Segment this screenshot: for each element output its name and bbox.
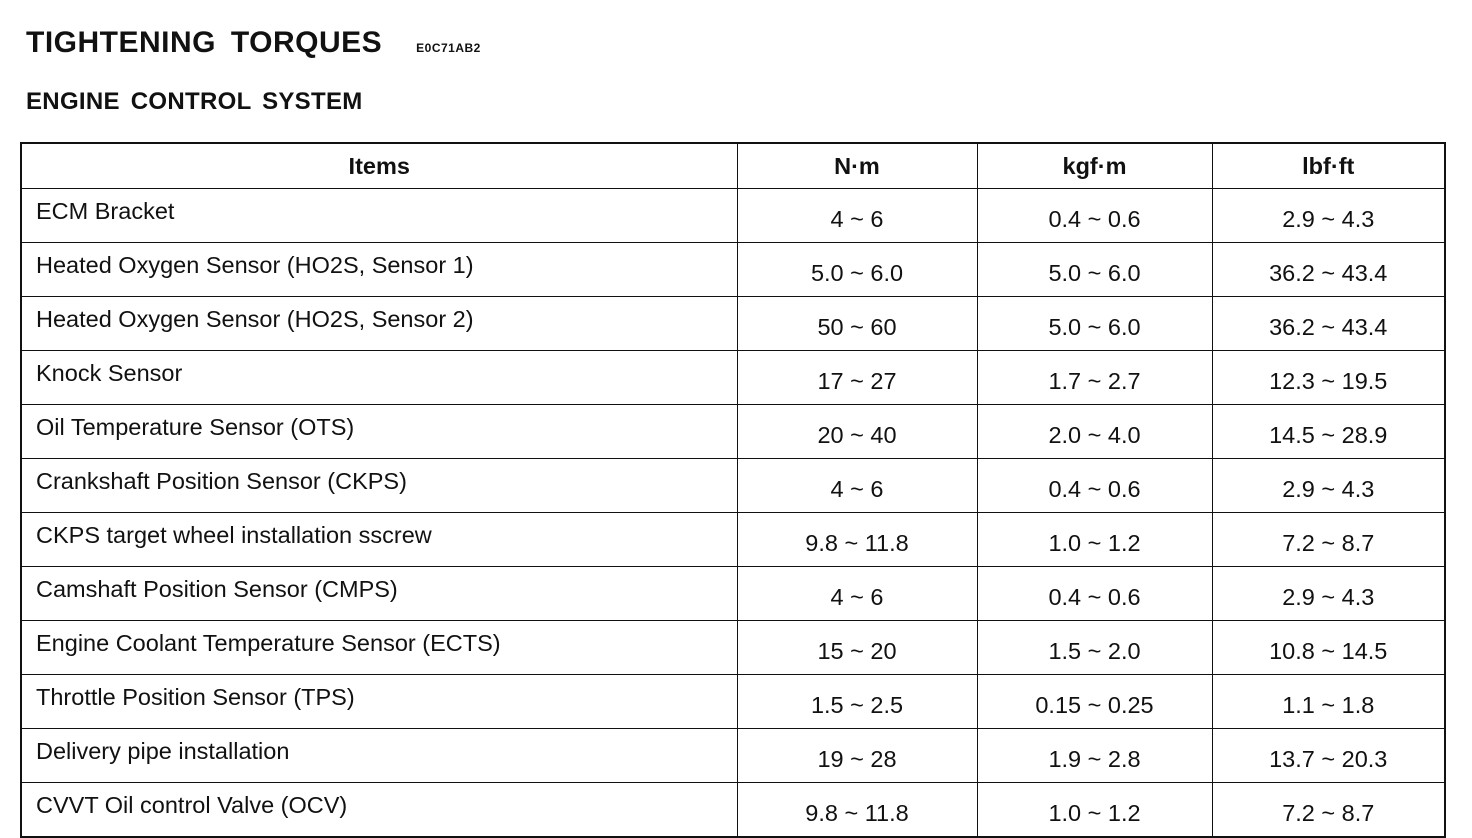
lbfft-cell: 2.9 ~ 4.3	[1212, 567, 1445, 621]
lbfft-cell: 2.9 ~ 4.3	[1212, 189, 1445, 243]
table-row	[21, 729, 1445, 783]
column-header-nm: N·m	[737, 143, 977, 189]
item-cell: Camshaft Position Sensor (CMPS)	[21, 567, 737, 621]
lbfft-cell: 12.3 ~ 19.5	[1212, 351, 1445, 405]
kgfm-cell: 1.0 ~ 1.2	[977, 513, 1212, 567]
nm-cell: 4 ~ 6	[737, 459, 977, 513]
nm-cell: 15 ~ 20	[737, 621, 977, 675]
item-cell: Engine Coolant Temperature Sensor (ECTS)	[21, 621, 737, 675]
table-row	[21, 675, 1445, 729]
lbfft-cell: 2.9 ~ 4.3	[1212, 459, 1445, 513]
kgfm-cell: 0.4 ~ 0.6	[977, 567, 1212, 621]
kgfm-cell: 5.0 ~ 6.0	[977, 243, 1212, 297]
table-row	[21, 567, 1445, 621]
column-header-kgfm: kgf·m	[977, 143, 1212, 189]
nm-cell: 20 ~ 40	[737, 405, 977, 459]
lbfft-cell: 7.2 ~ 8.7	[1212, 783, 1445, 838]
table-row	[21, 189, 1445, 243]
item-cell: Heated Oxygen Sensor (HO2S, Sensor 1)	[21, 243, 737, 297]
kgfm-cell: 0.15 ~ 0.25	[977, 675, 1212, 729]
lbfft-cell: 36.2 ~ 43.4	[1212, 243, 1445, 297]
column-header-items: Items	[21, 143, 737, 189]
kgfm-cell: 2.0 ~ 4.0	[977, 405, 1212, 459]
column-header-lbfft: lbf·ft	[1212, 143, 1445, 189]
kgfm-cell: 5.0 ~ 6.0	[977, 297, 1212, 351]
lbfft-cell: 14.5 ~ 28.9	[1212, 405, 1445, 459]
item-cell: Delivery pipe installation	[21, 729, 737, 783]
kgfm-cell: 1.0 ~ 1.2	[977, 783, 1212, 838]
table-header-row	[21, 143, 1445, 189]
page-header	[26, 26, 481, 60]
nm-cell: 1.5 ~ 2.5	[737, 675, 977, 729]
torque-table	[20, 142, 1446, 838]
nm-cell: 50 ~ 60	[737, 297, 977, 351]
kgfm-cell: 0.4 ~ 0.6	[977, 459, 1212, 513]
item-cell: Oil Temperature Sensor (OTS)	[21, 405, 737, 459]
item-cell: ECM Bracket	[21, 189, 737, 243]
item-cell: Knock Sensor	[21, 351, 737, 405]
lbfft-cell: 1.1 ~ 1.8	[1212, 675, 1445, 729]
item-cell: CKPS target wheel installation sscrew	[21, 513, 737, 567]
kgfm-cell: 0.4 ~ 0.6	[977, 189, 1212, 243]
table-row	[21, 243, 1445, 297]
table-row	[21, 783, 1445, 838]
nm-cell: 9.8 ~ 11.8	[737, 783, 977, 838]
item-cell: Crankshaft Position Sensor (CKPS)	[21, 459, 737, 513]
nm-cell: 19 ~ 28	[737, 729, 977, 783]
document-code: E0C71AB2	[416, 41, 481, 55]
item-cell: Throttle Position Sensor (TPS)	[21, 675, 737, 729]
nm-cell: 17 ~ 27	[737, 351, 977, 405]
item-cell: CVVT Oil control Valve (OCV)	[21, 783, 737, 838]
kgfm-cell: 1.7 ~ 2.7	[977, 351, 1212, 405]
table-row	[21, 513, 1445, 567]
table-row	[21, 351, 1445, 405]
kgfm-cell: 1.5 ~ 2.0	[977, 621, 1212, 675]
nm-cell: 5.0 ~ 6.0	[737, 243, 977, 297]
lbfft-cell: 7.2 ~ 8.7	[1212, 513, 1445, 567]
table-row	[21, 621, 1445, 675]
table-row	[21, 459, 1445, 513]
page-title: TIGHTENING TORQUES	[26, 26, 383, 59]
nm-cell: 4 ~ 6	[737, 567, 977, 621]
lbfft-cell: 10.8 ~ 14.5	[1212, 621, 1445, 675]
table-row	[21, 297, 1445, 351]
lbfft-cell: 13.7 ~ 20.3	[1212, 729, 1445, 783]
kgfm-cell: 1.9 ~ 2.8	[977, 729, 1212, 783]
section-title: ENGINE CONTROL SYSTEM	[26, 88, 363, 115]
nm-cell: 9.8 ~ 11.8	[737, 513, 977, 567]
nm-cell: 4 ~ 6	[737, 189, 977, 243]
table-row	[21, 405, 1445, 459]
lbfft-cell: 36.2 ~ 43.4	[1212, 297, 1445, 351]
item-cell: Heated Oxygen Sensor (HO2S, Sensor 2)	[21, 297, 737, 351]
